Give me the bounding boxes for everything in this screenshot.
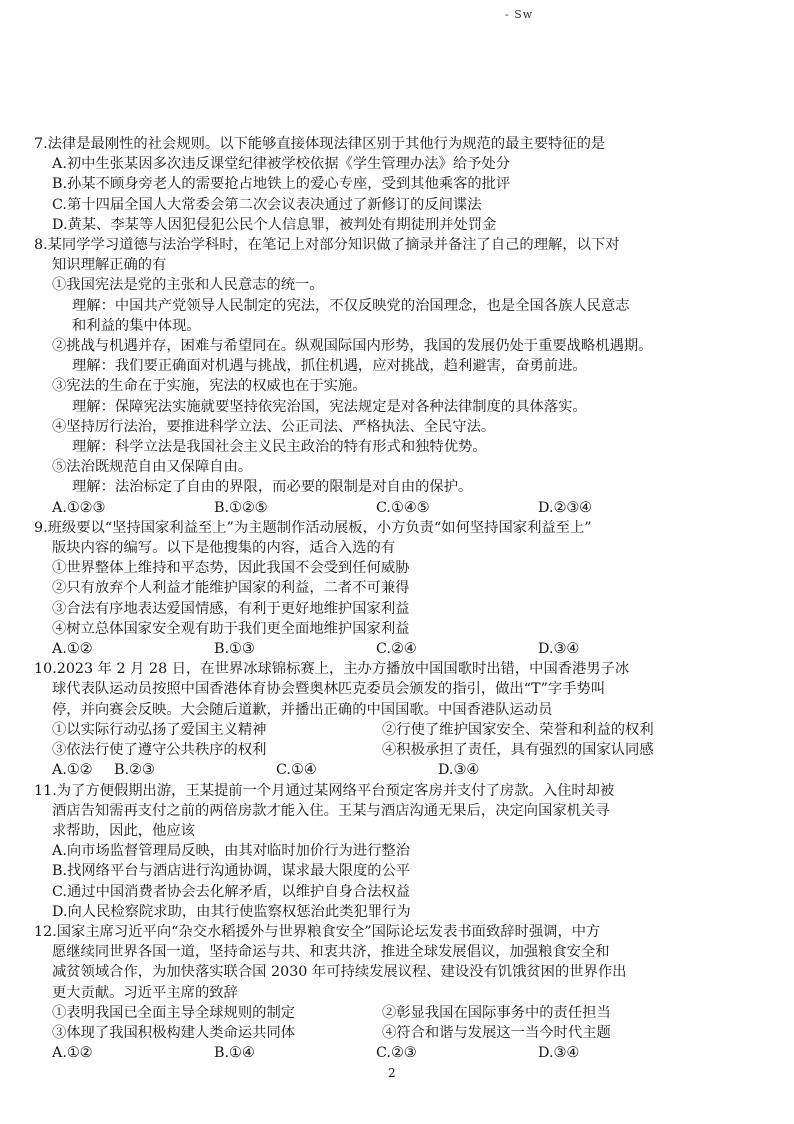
option-d: D.黄某、李某等人因犯侵犯公民个人信息罪，被判处有期徒刑并处罚金 [52, 216, 497, 233]
question-stem: 11.为了方便假期出游，王某提前一个月通过某网络平台预定客房并支付了房款。入住时却被 [34, 782, 615, 799]
question-7 [34, 134, 762, 235]
statement-3: ③依法行使了遵守公共秩序的权利 [52, 742, 267, 759]
answer-options [34, 639, 762, 659]
statement-row [34, 740, 762, 760]
statement-3: ③体现了我国积极构建人类命运共同体 [52, 1024, 296, 1041]
option-b: B.②③ [114, 762, 155, 779]
question-content [34, 134, 762, 1063]
question-stem: 7.法律是最刚性的社会规则。以下能够直接体现法律区别于其他行为规范的最主要特征的是 [34, 136, 606, 152]
question-stem: 8.某同学学习道德与法治学科时，在笔记上对部分知识做了摘录并备注了自己的理解，以下对 [34, 237, 620, 254]
question-stem-cont: 求帮助，因此，他应该 [52, 822, 195, 839]
question-stem-cont: 停，并向赛会反映。大会随后道歉，并播出正确的中国国歌。中国香港队运动员 [52, 701, 553, 718]
header-mark: - Sw [505, 8, 534, 21]
option-a: A.①② [52, 1045, 93, 1062]
option-c: C.第十四届全国人大常委会第二次会议表决通过了新修订的反间谍法 [52, 196, 482, 213]
question-11 [34, 781, 762, 922]
option-c: C.②④ [376, 641, 417, 658]
question-stem-cont: 版块内容的编写。以下是他搜集的内容，适合入选的有 [52, 540, 396, 557]
option-d: D.②③④ [538, 499, 592, 516]
statement-1: ①以实际行动弘扬了爱国主义精神 [52, 721, 267, 738]
question-8 [34, 235, 762, 518]
statement-2: ②行使了维护国家安全、荣誉和利益的权利 [382, 721, 654, 738]
statement-1-note-cont: 和利益的集中体现。 [72, 317, 201, 334]
question-stem-cont: 酒店告知需再支付之前的两倍房款才能入住。王某与酒店沟通无果后，决定向国家机关寻 [52, 802, 610, 819]
question-stem-cont: 减贫领域合作，为加快落实联合国 2030 年可持续发展议程、建设没有饥饿贫困的世界作出 [52, 964, 627, 981]
option-a: A.①②③ [52, 499, 106, 516]
question-stem: 10.2023 年 2 月 28 日，在世界冰球锦标赛上，主办方播放中国国歌时出错，中国香港男子冰 [34, 661, 630, 678]
option-b: B.①③ [214, 641, 255, 658]
option-a: A.初中生张某因多次违反课堂纪律被学校依据《学生管理办法》给予处分 [52, 156, 511, 173]
option-a: A.①② [52, 762, 93, 779]
question-9 [34, 518, 762, 659]
answer-options [34, 498, 762, 518]
option-d: D.③④ [438, 762, 480, 779]
answer-options [34, 1043, 762, 1063]
option-c: C.①④ [276, 762, 317, 779]
question-10 [34, 659, 762, 780]
statement-4: ④符合和谐与发展这一当今时代主题 [382, 1024, 611, 1041]
option-b: B.孙某不顾身旁老人的需要抢占地铁上的爱心专座，受到其他乘客的批评 [52, 176, 511, 193]
statement-1: ①世界整体上维持和平态势，因此我国不会受到任何威胁 [52, 560, 410, 577]
statement-2: ②只有放弃个人利益才能维护国家的利益，二者不可兼得 [52, 580, 410, 597]
statement-4: ④积极承担了责任，具有强烈的国家认同感 [382, 742, 654, 759]
option-d: D.③④ [538, 1045, 580, 1062]
option-d: D.向人民检察院求助，由其行使监察权惩治此类犯罪行为 [52, 903, 411, 920]
statement-2: ②挑战与机遇并存，困难与希望同在。纵观国际国内形势，我国的发展仍处于重要战略机遇期。 [52, 338, 653, 355]
statement-3-note: 理解：保障宪法实施就要坚持依宪治国，宪法规定是对各种法律制度的具体落实。 [72, 398, 587, 415]
statement-4-note: 理解：科学立法是我国社会主义民主政治的特有形式和独特优势。 [72, 439, 487, 456]
statement-1-note: 理解：中国共产党领导人民制定的宪法，不仅反映党的治国理念，也是全国各族人民意志 [72, 297, 630, 314]
option-c: C.②③ [376, 1045, 417, 1062]
question-stem-cont: 知识理解正确的有 [52, 257, 167, 274]
statement-5-note: 理解：法治标定了自由的界限，而必要的限制是对自由的保护。 [72, 479, 473, 496]
statement-3: ③宪法的生命在于实施，宪法的权威也在于实施。 [52, 378, 367, 395]
answer-options [34, 760, 762, 780]
statement-5: ⑤法治既规范自由又保障自由。 [52, 459, 253, 476]
question-stem: 12.国家主席习近平向“杂交水稻援外与世界粮食安全”国际论坛发表书面致辞时强调，中方 [34, 923, 601, 940]
statement-2-note: 理解：我们要正确面对机遇与挑战，抓住机遇，应对挑战，趋利避害，奋勇前进。 [72, 358, 587, 375]
statement-row [34, 1003, 762, 1023]
question-12 [34, 922, 762, 1063]
option-d: D.③④ [538, 641, 580, 658]
question-stem-cont: 愿继续同世界各国一道，坚持命运与共、和衷共济，推进全球发展倡议，加强粮食安全和 [52, 944, 610, 961]
option-b: B.①④ [214, 1045, 255, 1062]
statement-row [34, 720, 762, 740]
statement-4: ④坚持厉行法治，要推进科学立法、公正司法、严格执法、全民守法。 [52, 418, 496, 435]
option-c: C.①④⑤ [376, 499, 430, 516]
statement-4: ④树立总体国家安全观有助于我们更全面地维护国家利益 [52, 620, 410, 637]
statement-3: ③合法有序地表达爱国情感，有利于更好地维护国家利益 [52, 600, 410, 617]
option-a: A.向市场监督管理局反映，由其对临时加价行为进行整治 [52, 843, 410, 860]
statement-1: ①我国宪法是党的主张和人民意志的统一。 [52, 277, 324, 294]
question-stem-cont: 球代表队运动员按照中国香港体育协会暨奥林匹克委员会颁发的指引，做出“T”字手势叫 [52, 681, 606, 698]
option-c: C.通过中国消费者协会去化解矛盾，以维护自身合法权益 [52, 883, 411, 900]
statement-2: ②彰显我国在国际事务中的责任担当 [382, 1004, 611, 1021]
statement-1: ①表明我国已全面主导全球规则的制定 [52, 1004, 296, 1021]
statement-row [34, 1023, 762, 1043]
option-b: B.找网络平台与酒店进行沟通协调，谋求最大限度的公平 [52, 863, 411, 880]
option-b: B.①②⑤ [214, 499, 268, 516]
page-number: 2 [388, 1066, 396, 1080]
question-stem-cont: 更大贡献。习近平主席的致辞 [52, 984, 238, 1001]
option-a: A.①② [52, 641, 93, 658]
question-stem: 9.班级要以“坚持国家利益至上”为主题制作活动展板，小方负责“如何坚持国家利益至上” [34, 519, 592, 536]
